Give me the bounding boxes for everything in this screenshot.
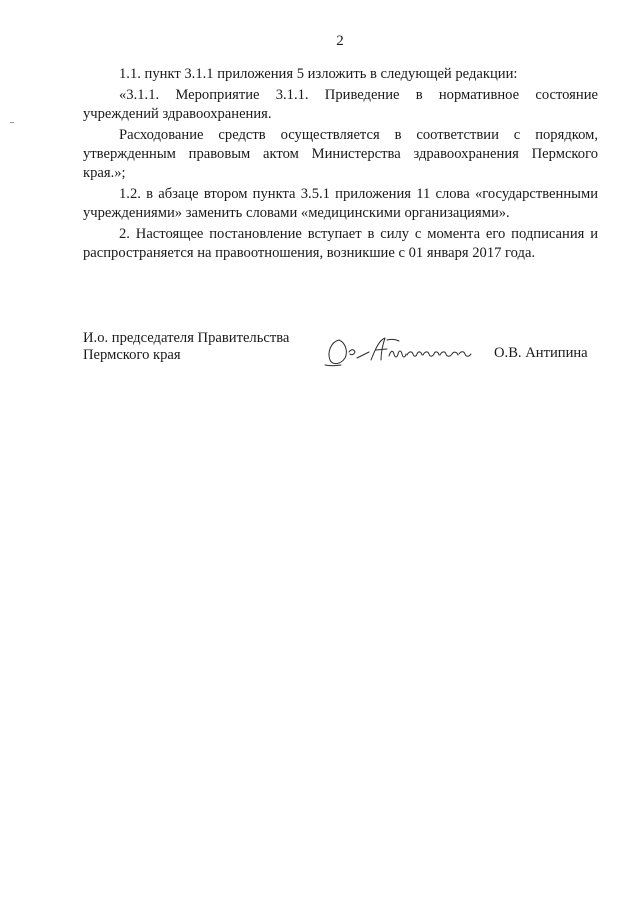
page-number: 2 xyxy=(336,33,344,49)
paragraph-1-1: 1.1. пункт 3.1.1 приложения 5 изложить в следующей редакции: xyxy=(119,66,518,82)
signatory-title-line-1: И.о. председателя Правительства xyxy=(83,330,290,346)
signature-block xyxy=(83,330,603,380)
signatory-title xyxy=(83,330,323,364)
margin-mark xyxy=(10,122,14,123)
signatory-title-line-2: Пермского края xyxy=(83,347,181,363)
signatory-name: О.В. Антипина xyxy=(494,345,588,361)
paragraph-measure-3-1-1: «3.1.1. Мероприятие 3.1.1. Приведение в нормативное состояние учреждений здравоохранения. xyxy=(83,86,598,122)
paragraph-2-effective-date: 2. Настоящее постановление вступает в силу с момента его подписания и распространяется на правоотношения, возникшие с 01 января 2017 года. xyxy=(83,225,598,261)
paragraph-spending: Расходование средств осуществляется в соответствии с порядком, утвержденным правовым актом Министерства здравоохранения Пермского края.»; xyxy=(83,126,598,182)
document-body xyxy=(83,65,598,265)
paragraph-1-2: 1.2. в абзаце втором пункта 3.5.1 приложения 11 слова «государственными учреждениями» заменить словами «медицинскими организациями». xyxy=(83,185,598,221)
handwritten-signature xyxy=(321,330,491,370)
